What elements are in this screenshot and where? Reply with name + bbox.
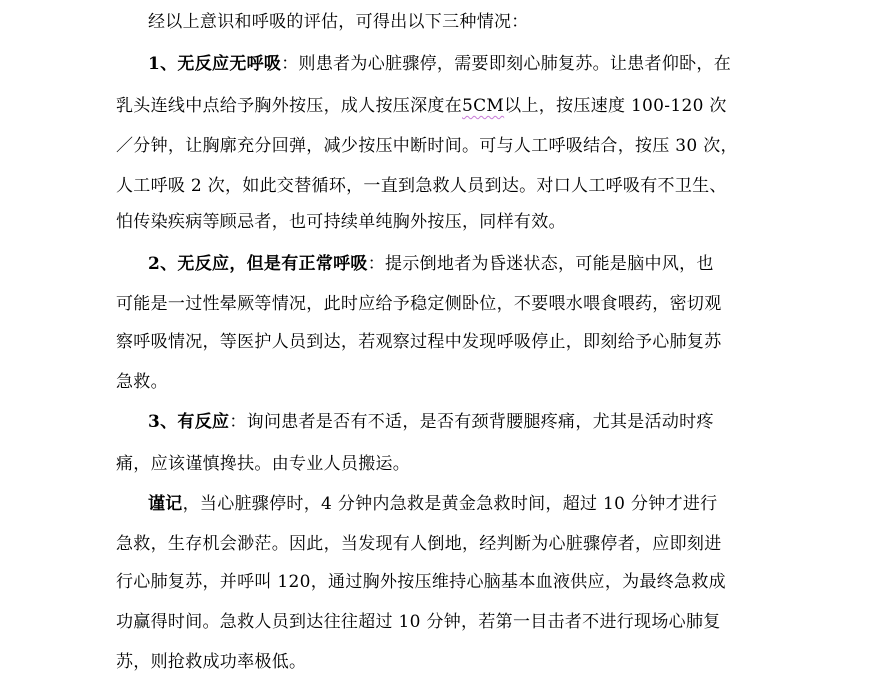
case3-line-1 xyxy=(0,408,879,436)
note-line-5-text: 苏，则抢救成功率极低。 xyxy=(116,652,307,672)
case3-line-1-text: ：询问患者是否有不适，是否有颈背腰腿疼痛，尤其是活动时疼 xyxy=(229,412,714,432)
note-line-5 xyxy=(0,648,879,676)
case1-line-1 xyxy=(0,50,879,78)
case2-line-2-text: 可能是一过性晕厥等情况，此时应给予稳定侧卧位，不要喂水喂食喂药，密切观 xyxy=(116,294,722,314)
case3-heading: 3、有反应 xyxy=(148,412,230,432)
case1-line-5 xyxy=(0,208,879,236)
case2-line-1-text: ：提示倒地者为昏迷状态，可能是脑中风，也 xyxy=(367,254,714,274)
note-line-4 xyxy=(0,608,879,636)
note-line-2 xyxy=(0,530,879,558)
case1-line-4 xyxy=(0,172,879,200)
note-heading: 谨记 xyxy=(148,494,183,514)
case1-line-2 xyxy=(0,92,879,120)
case1-line-3-text: ／分钟，让胸廓充分回弹，减少按压中断时间。可与人工呼吸结合，按压 30 次， xyxy=(116,136,738,156)
case1-line-4-text: 人工呼吸 2 次，如此交替循环，一直到急救人员到达。对口人工呼吸有不卫生、 xyxy=(116,176,727,196)
case3-line-2-text: 痛，应该谨慎搀扶。由专业人员搬运。 xyxy=(116,454,411,474)
case2-line-1 xyxy=(0,250,879,278)
case1-heading: 1、无反应无呼吸 xyxy=(148,54,282,74)
case1-line-1-text: ：则患者为心脏骤停，需要即刻心肺复苏。让患者仰卧，在 xyxy=(281,54,732,74)
note-line-3-text: 行心肺复苏，并呼叫 120，通过胸外按压维持心脑基本血液供应，为最终急救成 xyxy=(116,572,726,592)
note-line-4-text: 功赢得时间。急救人员到达往往超过 10 分钟，若第一目击者不进行现场心肺复 xyxy=(116,612,721,632)
note-line-1 xyxy=(0,490,879,518)
spellcheck-marked-word: 5CM xyxy=(462,96,505,116)
case3-line-2 xyxy=(0,450,879,478)
note-line-1-text: ，当心脏骤停时，4 分钟内急救是黄金急救时间，超过 10 分钟才进行 xyxy=(182,494,718,514)
case1-line-2-pre: 乳头连线中点给予胸外按压，成人按压深度在 xyxy=(116,96,462,116)
case2-line-4-text: 急救。 xyxy=(116,372,168,392)
intro-text: 经以上意识和呼吸的评估，可得出以下三种情况： xyxy=(148,12,529,32)
case1-line-5-text: 怕传染疾病等顾忌者，也可持续单纯胸外按压，同样有效。 xyxy=(116,212,566,232)
case2-line-3-text: 察呼吸情况，等医护人员到达，若观察过程中发现呼吸停止，即刻给予心肺复苏 xyxy=(116,332,722,352)
case1-line-3 xyxy=(0,132,879,160)
intro-line xyxy=(0,8,879,36)
case2-line-4 xyxy=(0,368,879,396)
case2-line-3 xyxy=(0,328,879,356)
case1-line-2-post: 以上，按压速度 100-120 次 xyxy=(504,96,727,116)
note-line-3 xyxy=(0,568,879,596)
case2-line-2 xyxy=(0,290,879,318)
note-line-2-text: 急救，生存机会渺茫。因此，当发现有人倒地，经判断为心脏骤停者，应即刻进 xyxy=(116,534,722,554)
case2-heading: 2、无反应，但是有正常呼吸 xyxy=(148,254,368,274)
